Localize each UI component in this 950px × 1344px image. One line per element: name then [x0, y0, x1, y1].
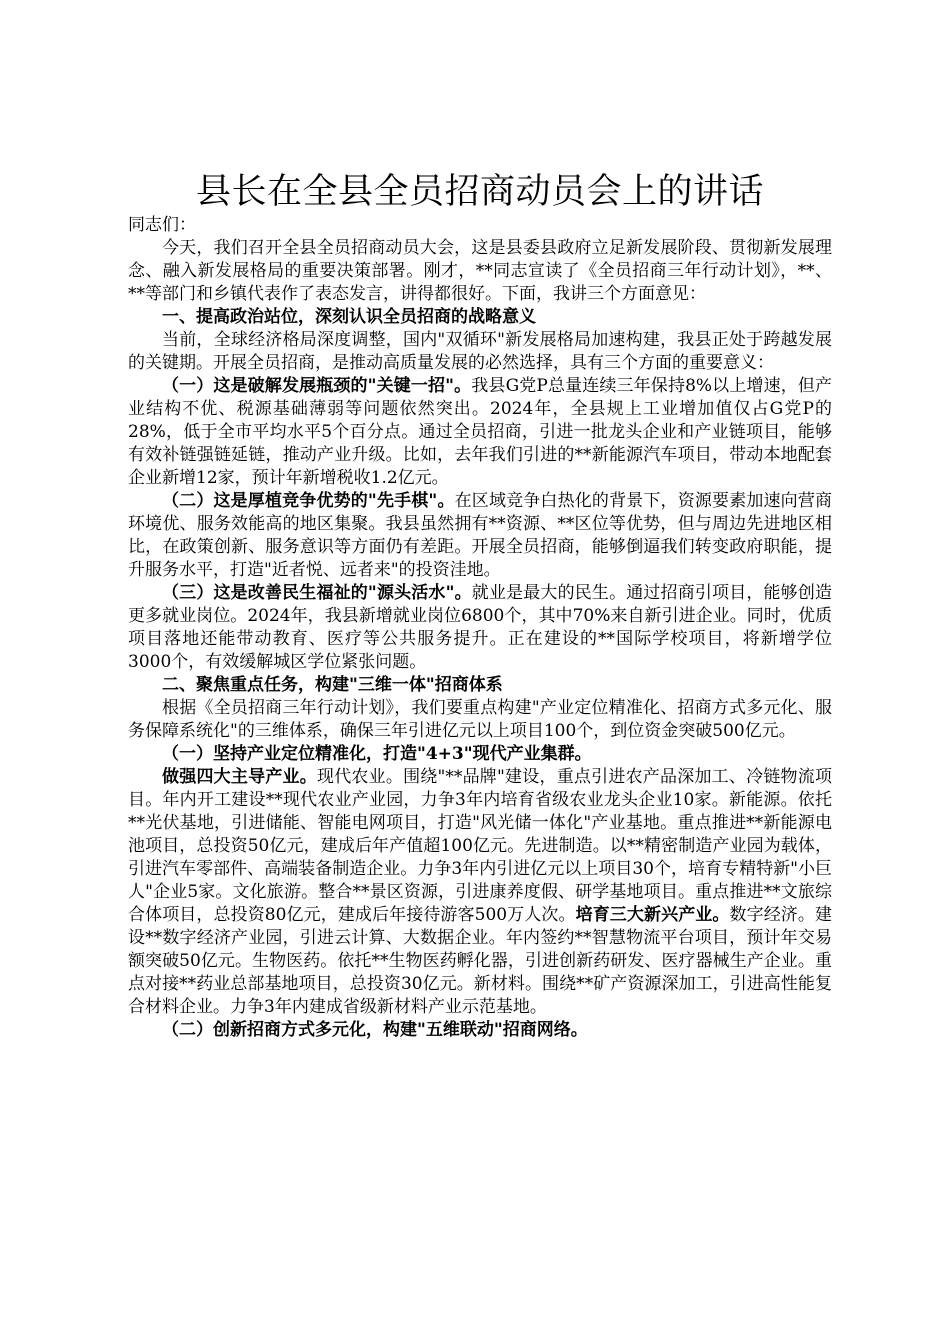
- section2-sub1-text1: 现代农业。围绕"**品牌"建设，重点引进农产品深加工、冷链物流项目。年内开工建设**现代农业产业园，力争3年内培育省级农业龙头企业10家。新能源。依托**光伏基地，引进储能、智能电网项目，打造"风光储一体化"产业基地。重点推进**新能源电池项目，总投资50亿元，建成后年产值超100亿元。先进制造。以**精密制造产业园为载体，引进汽车零部件、高端装备制造企业。力争3年内引进亿元以上项目30个，培育专精特新"小巨人"企业5家。文化旅游。整合**景区资源，引进康养度假、研学基地项目。重点推进**文旅综合体项目，总投资80亿元，建成后年接待游客500万人次。: [128, 767, 833, 925]
- section1-point2: [128, 490, 832, 582]
- intro-paragraph: 今天，我们召开全县全员招商动员大会，这是县委县政府立足新发展阶段、贯彻新发展理念、融入新发展格局的重要决策部署。刚才，**同志宣读了《全员招商三年行动计划》，**、**等部门和乡镇代表作了表态发言，讲得都很好。下面，我讲三个方面意见：: [128, 238, 832, 304]
- section2-sub1-text2: 数字经济。建设**数字经济产业园，引进云计算、大数据企业。年内签约**智慧物流平台项目，预计年交易额突破50亿元。生物医药。依托**生物医药孵化器，引进创新药研发、医疗器械生产企业。重点对接**药业总部基地项目，总投资30亿元。新材料。围绕**矿产资源深加工，引进高性能复合材料企业。力争3年内建成省级新材料产业示范基地。: [128, 905, 833, 1017]
- section1-point3: [128, 582, 832, 674]
- section1-point2-lead: （二）这是厚植竞争优势的"先手棋"。: [162, 491, 455, 511]
- section1-point1-lead: （一）这是破解发展瓶颈的"关键一招"。: [162, 376, 472, 396]
- section2-heading: 二、聚焦重点任务，构建"三维一体"招商体系: [162, 675, 503, 695]
- section1-point3-lead: （三）这是改善民生福祉的"源头活水"。: [162, 583, 472, 603]
- section1-point1: [128, 375, 832, 490]
- section2-sub1-heading: （一）坚持产业定位精准化，打造"4+3"现代产业集群。: [162, 744, 592, 764]
- document-title: 县长在全县全员招商动员会上的讲话: [195, 172, 764, 212]
- section1-intro: 当前，全球经济格局深度调整，国内"双循环"新发展格局加速构建，我县正处于跨越发展的关键期。开展全员招商，是推动高质量发展的必然选择，具有三个方面的重要意义：: [128, 330, 832, 373]
- section1-point1-text: 我县G党P总量连续三年保持8%以上增速，但产业结构不优、税源基础薄弱等问题依然突出。2024年，全县规上工业增加值仅占G党P的28%，低于全市平均水平5个百分点。通过全员招商，引进一批龙头企业和产业链项目，能够有效补链强链延链，推动产业升级。比如，去年我们引进的**新能源汽车项目，带动本地配套企业新增12家，预计年新增税收1.2亿元。: [128, 376, 832, 488]
- section2-intro: 根据《全员招商三年行动计划》，我们要重点构建"产业定位精准化、招商方式多元化、服务保障系统化"的三维体系，确保三年引进亿元以上项目100个，到位资金突破500亿元。: [128, 698, 832, 741]
- section1-heading: 一、提高政治站位，深刻认识全员招商的战略意义: [162, 307, 536, 327]
- section2-sub1-lead2: 培育三大新兴产业。: [575, 905, 730, 925]
- document-page: [128, 170, 832, 1042]
- salutation: 同志们：: [128, 215, 196, 235]
- section2-sub2-heading: （二）创新招商方式多元化，构建"五维联动"招商网络。: [162, 1020, 588, 1040]
- section2-sub1-lead1: 做强四大主导产业。: [162, 767, 317, 787]
- section1-point3-text: 就业是最大的民生。通过招商引项目，能够创造更多就业岗位。2024年，我县新增就业岗位6800个，其中70%来自新引进企业。同时，优质项目落地还能带动教育、医疗等公共服务提升。正在建设的**国际学校项目，将新增学位3000个，有效缓解城区学位紧张问题。: [128, 583, 833, 672]
- section1-point2-text: 在区域竞争白热化的背景下，资源要素加速向营商环境优、服务效能高的地区集聚。我县虽然拥有**资源、**区位等优势，但与周边先进地区相比，在政策创新、服务意识等方面仍有差距。开展全员招商，能够倒逼我们转变政府职能，提升服务水平，打造"近者悦、远者来"的投资洼地。: [128, 491, 833, 580]
- section2-sub1-body: [128, 766, 832, 1019]
